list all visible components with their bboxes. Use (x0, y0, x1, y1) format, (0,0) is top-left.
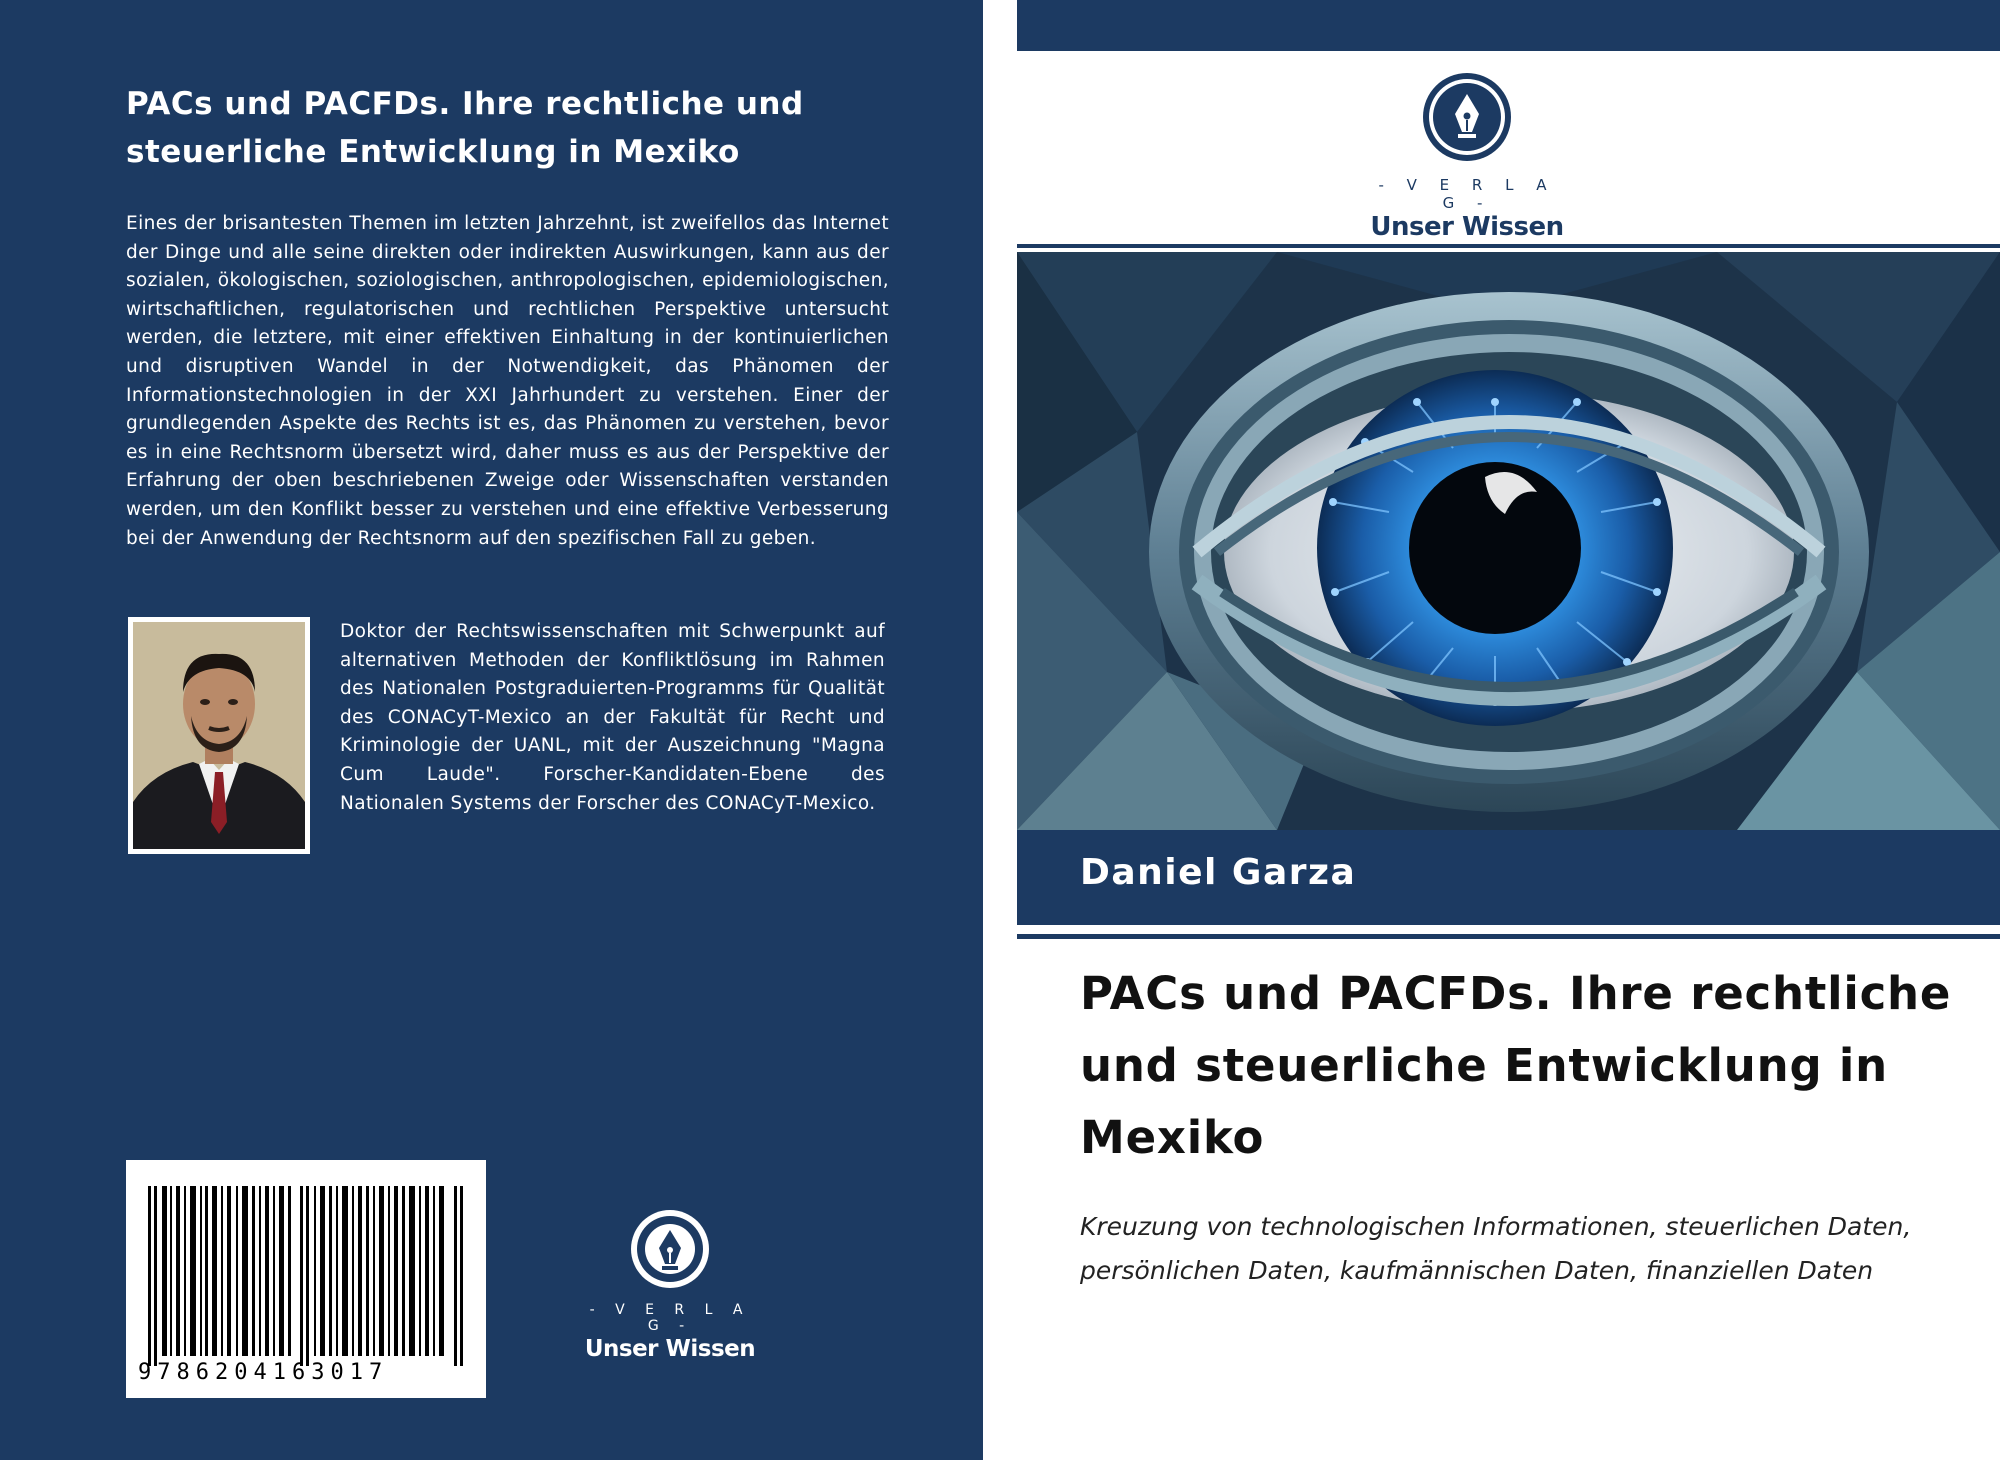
barcode (126, 1160, 486, 1398)
verlag-label-back: - V E R L A G - (589, 1302, 751, 1334)
author-bio: Doktor der Rechtswissenschaften mit Schwerpunkt auf alternativen Methoden der Konfliktlösung im Rahmen des Nationalen Postgraduierten-Programms für Qualität des CONACyT-Mexico an der Fakultät für Recht und Kriminologie der UANL, mit der Auszeichnung "Magna Cum Laude". Forscher-Kandidaten-Ebene des Nationalen Systems der Forscher des CONACyT-Mexico. (340, 621, 885, 814)
title-rule (1017, 934, 2000, 939)
verlag-label-front: - V E R L A G - (1378, 176, 1556, 212)
front-cover-title: PACs und PACFDs. Ihre rechtliche und steuerliche Entwicklung in Mexiko (1080, 967, 1952, 1164)
author-name: Daniel Garza (1080, 852, 1357, 893)
fountain-pen-nib-icon (1422, 72, 1512, 162)
author-band (1017, 830, 2000, 925)
publisher-logo-back (580, 1208, 760, 1362)
publisher-name-front: Unser Wissen (1370, 212, 1564, 242)
cover-artwork (1017, 252, 2000, 830)
front-cover (1017, 0, 2000, 1460)
fountain-pen-nib-icon (629, 1208, 711, 1290)
art-divider (1017, 244, 2000, 248)
top-band (1017, 0, 2000, 51)
spine (983, 0, 1017, 1460)
publisher-logo-front (1367, 72, 1567, 242)
isbn-number: 9786204163017 (138, 1360, 389, 1385)
author-portrait-image (133, 622, 305, 849)
publisher-name-back: Unser Wissen (584, 1336, 756, 1362)
back-cover-blurb: Eines der brisantesten Themen im letzten Jahrzehnt, ist zweifellos das Internet der Dinge und alle seine direkten oder indirekten Auswirkungen, kann aus der sozialen, ökologischen, soziologischen, anthropologischen, epidemiologischen, wirtschaftlichen, regulatorischen und rechtlichen Perspektive untersucht werden, die letztere, mit einer effektiven Einhaltung in der kontinuierlichen und disruptiven Wandel in der Notwendigkeit, das Phänomen der Informationstechnologien in der XXI Jahrhundert zu verstehen. Einer der grundlegenden Aspekte des Rechts ist es, das Phänomen zu verstehen, bevor es in eine Rechtsnorm übersetzt wird, daher muss es aus der Perspektive der Erfahrung der oben beschriebenen Zweige oder Wissenschaften verstanden werden, um den Konflikt besser zu verstehen und eine effektive Verbesserung bei der Anwendung der Rechtsnorm auf den spezifischen Fall zu geben. (126, 213, 889, 549)
author-photo (128, 617, 310, 854)
barcode-bars (148, 1186, 466, 1366)
back-cover (0, 0, 983, 1460)
back-cover-title: PACs und PACFDs. Ihre rechtliche und steuerliche Entwicklung in Mexiko (126, 86, 804, 170)
front-cover-subtitle: Kreuzung von technologischen Informationen, steuerlichen Daten, persönlichen Daten, kaufmännischen Daten, finanziellen Daten (1080, 1212, 1912, 1285)
cyber-eye-illustration (1017, 252, 2000, 830)
